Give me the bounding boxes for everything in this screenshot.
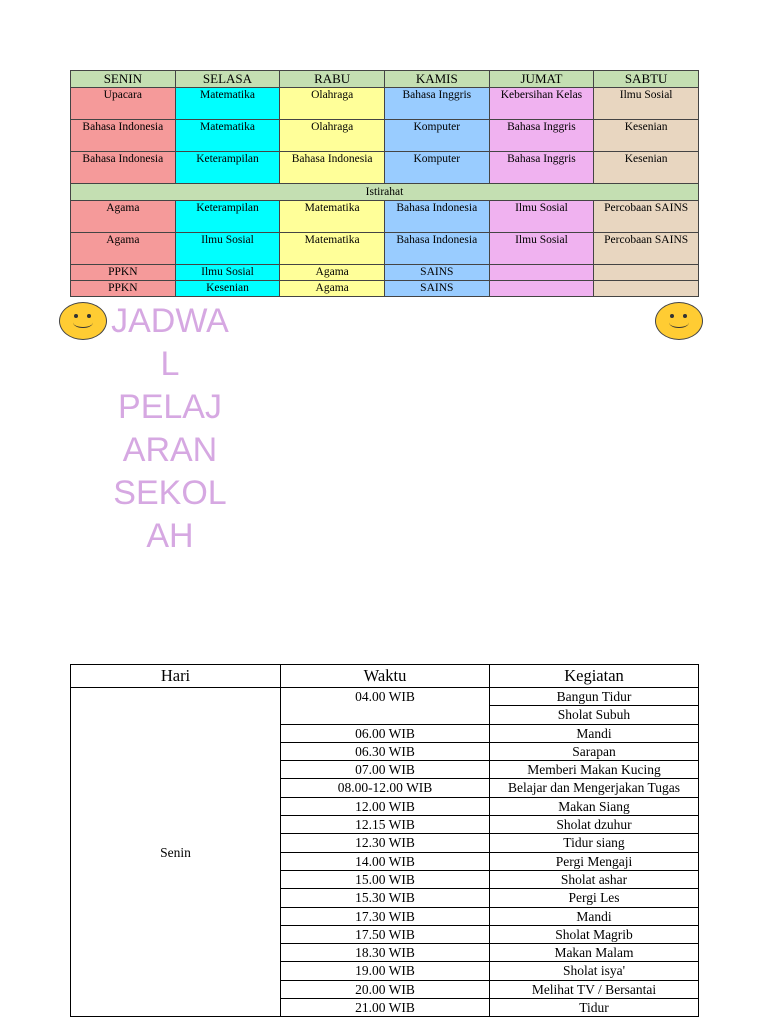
subject-cell: Ilmu Sosial xyxy=(489,233,594,265)
activity-cell: Belajar dan Mengerjakan Tugas xyxy=(490,779,699,797)
table-row xyxy=(71,233,699,265)
subject-cell: Upacara xyxy=(71,88,176,120)
subject-cell: Ilmu Sosial xyxy=(594,88,699,120)
activity-cell: Memberi Makan Kucing xyxy=(490,761,699,779)
time-cell: 04.00 WIB xyxy=(281,688,490,725)
activity-cell: Makan Malam xyxy=(490,944,699,962)
title-line: JADWA xyxy=(111,302,229,340)
subject-cell: Agama xyxy=(280,265,385,281)
subject-cell: Bahasa Indonesia xyxy=(71,120,176,152)
time-cell: 18.30 WIB xyxy=(281,944,490,962)
time-cell: 17.50 WIB xyxy=(281,925,490,943)
time-cell: 07.00 WIB xyxy=(281,761,490,779)
subject-cell: Komputer xyxy=(384,120,489,152)
activity-cell: Melihat TV / Bersantai xyxy=(490,980,699,998)
time-cell: 12.15 WIB xyxy=(281,816,490,834)
day-cell: Senin xyxy=(71,688,281,1017)
time-cell: 21.00 WIB xyxy=(281,999,490,1017)
activity-cell: Sholat ashar xyxy=(490,870,699,888)
smiley-icon xyxy=(655,302,703,340)
table-row xyxy=(71,88,699,120)
subject-cell: SAINS xyxy=(384,265,489,281)
activity-cell: Sholat isya' xyxy=(490,962,699,980)
subject-cell: Komputer xyxy=(384,152,489,184)
time-cell: 12.30 WIB xyxy=(281,834,490,852)
header-waktu: Waktu xyxy=(281,665,490,688)
subject-cell: Matematika xyxy=(175,120,280,152)
subject-cell: Agama xyxy=(71,233,176,265)
subject-cell: Ilmu Sosial xyxy=(175,265,280,281)
header-kegiatan: Kegiatan xyxy=(490,665,699,688)
subject-cell: Matematika xyxy=(280,201,385,233)
time-cell: 06.00 WIB xyxy=(281,724,490,742)
table-row xyxy=(71,281,699,297)
table-row xyxy=(71,265,699,281)
class-schedule-table xyxy=(70,70,699,297)
table-row xyxy=(71,152,699,184)
subject-cell: Agama xyxy=(280,281,385,297)
time-cell: 14.00 WIB xyxy=(281,852,490,870)
activity-cell: Sholat Magrib xyxy=(490,925,699,943)
time-cell: 19.00 WIB xyxy=(281,962,490,980)
subject-cell: PPKN xyxy=(71,265,176,281)
subject-cell xyxy=(594,281,699,297)
subject-cell: Keterampilan xyxy=(175,152,280,184)
header-hari: Hari xyxy=(71,665,281,688)
time-cell: 06.30 WIB xyxy=(281,742,490,760)
activity-cell: Makan Siang xyxy=(490,797,699,815)
subject-cell: Matematika xyxy=(280,233,385,265)
activity-cell: Mandi xyxy=(490,907,699,925)
subject-cell: Agama xyxy=(71,201,176,233)
time-cell: 12.00 WIB xyxy=(281,797,490,815)
day-header: SABTU xyxy=(594,71,699,88)
subject-cell xyxy=(594,265,699,281)
subject-cell: Bahasa Indonesia xyxy=(280,152,385,184)
subject-cell: Keterampilan xyxy=(175,201,280,233)
title-line: PELAJ xyxy=(118,388,222,426)
subject-cell: Percobaan SAINS xyxy=(594,233,699,265)
activity-cell: Pergi Mengaji xyxy=(490,852,699,870)
time-cell: 17.30 WIB xyxy=(281,907,490,925)
time-cell: 08.00-12.00 WIB xyxy=(281,779,490,797)
subject-cell: Olahraga xyxy=(280,88,385,120)
table-row xyxy=(71,688,699,706)
activity-cell: Sarapan xyxy=(490,742,699,760)
subject-cell: Kesenian xyxy=(594,120,699,152)
subject-cell: Ilmu Sosial xyxy=(489,201,594,233)
subject-cell: Bahasa Indonesia xyxy=(384,233,489,265)
subject-cell: Matematika xyxy=(175,88,280,120)
day-header: JUMAT xyxy=(489,71,594,88)
table-header-row xyxy=(71,665,699,688)
subject-cell: Ilmu Sosial xyxy=(175,233,280,265)
subject-cell: Kebersihan Kelas xyxy=(489,88,594,120)
day-header-row xyxy=(71,71,699,88)
title-line: ARAN xyxy=(122,431,218,469)
time-cell: 20.00 WIB xyxy=(281,980,490,998)
time-cell: 15.00 WIB xyxy=(281,870,490,888)
subject-cell: Bahasa Inggris xyxy=(384,88,489,120)
table-row xyxy=(71,120,699,152)
activity-cell: Sholat dzuhur xyxy=(490,816,699,834)
activity-cell: Tidur xyxy=(490,999,699,1017)
day-header: SELASA xyxy=(175,71,280,88)
subject-cell: PPKN xyxy=(71,281,176,297)
daily-activity-table xyxy=(70,664,699,1017)
activity-cell: Mandi xyxy=(490,724,699,742)
break-label: Istirahat xyxy=(71,184,699,201)
title-line: L xyxy=(160,345,180,383)
document-title xyxy=(110,300,230,558)
table-row xyxy=(71,201,699,233)
title-line: SEKOL xyxy=(113,474,227,512)
subject-cell xyxy=(489,281,594,297)
day-header: KAMIS xyxy=(384,71,489,88)
activity-cell: Tidur siang xyxy=(490,834,699,852)
subject-cell: Kesenian xyxy=(175,281,280,297)
day-header: RABU xyxy=(280,71,385,88)
subject-cell: Kesenian xyxy=(594,152,699,184)
subject-cell: Bahasa Inggris xyxy=(489,120,594,152)
day-header: SENIN xyxy=(71,71,176,88)
subject-cell xyxy=(489,265,594,281)
subject-cell: Bahasa Inggris xyxy=(489,152,594,184)
break-row xyxy=(71,184,699,201)
subject-cell: SAINS xyxy=(384,281,489,297)
subject-cell: Bahasa Indonesia xyxy=(384,201,489,233)
subject-cell: Bahasa Indonesia xyxy=(71,152,176,184)
activity-cell: Sholat Subuh xyxy=(490,706,699,724)
activity-cell: Bangun Tidur xyxy=(490,688,699,706)
subject-cell: Percobaan SAINS xyxy=(594,201,699,233)
smiley-icon xyxy=(59,302,107,340)
title-line: AH xyxy=(146,517,194,555)
subject-cell: Olahraga xyxy=(280,120,385,152)
time-cell: 15.30 WIB xyxy=(281,889,490,907)
activity-cell: Pergi Les xyxy=(490,889,699,907)
